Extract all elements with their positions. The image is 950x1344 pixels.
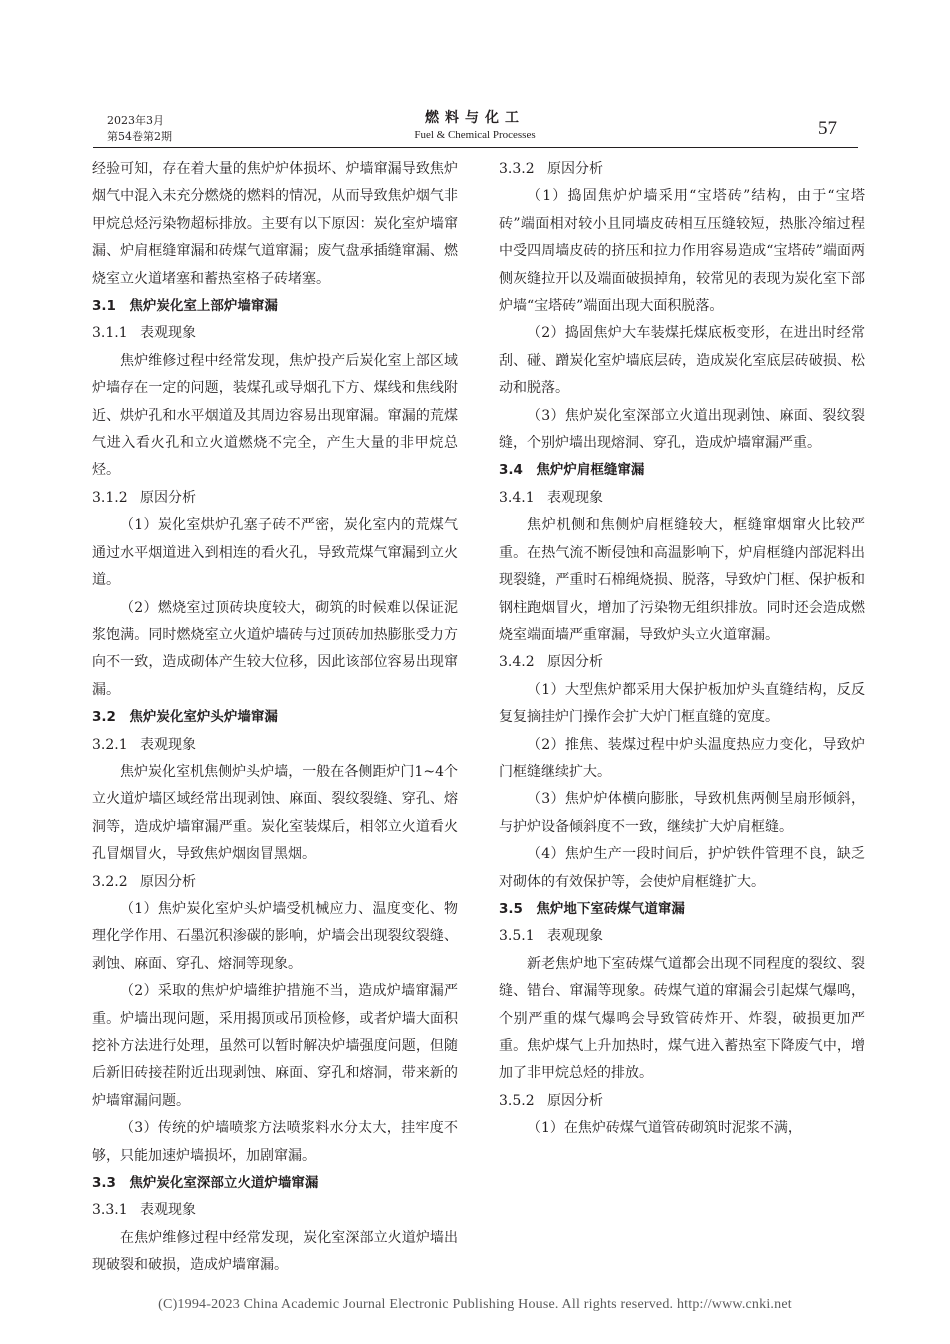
subsection-title: 原因分析 [140, 873, 196, 890]
subsection-title: 表观现象 [140, 736, 196, 753]
paragraph: 在焦炉维修过程中经常发现，炭化室深部立火道炉墙出现破裂和破损，造成炉墙窜漏。 [92, 1229, 458, 1274]
subsection-heading [92, 869, 458, 896]
subsection-title: 原因分析 [140, 489, 196, 506]
subsection-number: 3.2.1 [92, 736, 128, 753]
paragraph: （3）传统的炉墙喷浆方法喷浆料水分太大，挂牢度不够，只能加速炉墙损坏，加剧窜漏。 [92, 1120, 458, 1164]
subsection-number: 3.4.2 [499, 654, 535, 671]
paragraph: （1）大型焦炉都采用大保护板加炉头直缝结构，反反复复摘挂炉门操作会扩大炉门框直缝的宽度。 [499, 681, 865, 726]
section-heading: 3.2 焦炉炭化室炉头炉墙窜漏 [92, 709, 278, 726]
paragraph: （3）焦炉炭化室深部立火道出现剥蚀、麻面、裂纹裂缝，个别炉墙出现熔洞、穿孔，造成炉墙窜漏严重。 [499, 407, 865, 452]
section-heading: 3.5 焦炉地下室砖煤气道窜漏 [499, 900, 685, 917]
paragraph: 焦炉炭化室机焦侧炉头炉墙，一般在各侧距炉门1~4个立火道炉墙区域经常出现剥蚀、麻面、裂纹裂缝、穿孔、熔洞等，造成炉墙窜漏严重。炭化室装煤后，相邻立火道看火孔冒烟冒火，导致焦炉烟囱冒黑烟。 [92, 763, 458, 863]
journal-title-en: Fuel & Chemical Processes [414, 129, 536, 141]
paragraph: （2）燃烧室过顶砖块度较大，砌筑的时候难以保证泥浆饱满。同时燃烧室立火道炉墙砖与过顶砖加热膨胀受力方向不一致，造成砌体产生较大位移，因此该部位容易出现窜漏。 [92, 599, 458, 698]
subsection-title: 表观现象 [547, 928, 603, 945]
page-number: 57 [818, 118, 837, 139]
subsection-title: 表观现象 [140, 1202, 196, 1219]
journal-header [350, 108, 600, 143]
left-column [92, 156, 458, 1280]
paragraph: 新老焦炉地下室砖煤气道都会出现不同程度的裂纹、裂缝、错台、窜漏等现象。砖煤气道的窜漏会引起煤气爆鸣，个别严重的煤气爆鸣会导致管砖炸开、炸裂，破损更加严重。焦炉煤气上升加热时，煤气进入蓄热室下降废气中，增加了非甲烷总烃的排放。 [499, 955, 865, 1082]
journal-title-cn: 燃料与化工 [425, 110, 525, 126]
section-heading: 3.3 焦炉炭化室深部立火道炉墙窜漏 [92, 1175, 319, 1192]
subsection-title: 表观现象 [140, 325, 196, 342]
subsection-number: 3.4.1 [499, 489, 535, 506]
subsection-heading [499, 485, 865, 512]
subsection-heading [92, 1197, 458, 1224]
subsection-number: 3.1.1 [92, 325, 128, 342]
subsection-heading [499, 156, 865, 183]
subsection-number: 3.3.2 [499, 161, 535, 177]
subsection-heading [499, 923, 865, 950]
paragraph: （1）捣固焦炉炉墙采用“宝塔砖”结构，由于“宝塔砖”端面相对较小且同墙皮砖相互压缝较短，热胀冷缩过程中受四周墙皮砖的挤压和拉力作用容易造成“宝塔砖”端面两侧灰缝拉开以及端面破损掉角，较常见的表现为炭化室下部炉墙“宝塔砖”端面出现大面积脱落。 [499, 188, 865, 315]
paragraph: （2）捣固焦炉大车装煤托煤底板变形，在进出时经常刮、碰、蹭炭化室炉墙底层砖，造成炭化室底层砖破损、松动和脱落。 [499, 325, 865, 397]
copyright-footer: (C)1994-2023 China Academic Journal Electronic Publishing House. All rights reserved. http://www.cnki.net [158, 1297, 792, 1312]
paragraph: （3）焦炉炉体横向膨胀，导致机焦两侧呈扇形倾斜，与护炉设备倾斜度不一致，继续扩大炉肩框缝。 [499, 791, 865, 835]
paragraph: （2）采取的焦炉炉墙维护措施不当，造成炉墙窜漏严重。炉墙出现问题，采用揭顶或吊顶检修，或者炉墙大面积挖补方法进行处理，虽然可以暂时解决炉墙强度问题，但随后新旧砖接茬附近出现剥蚀、麻面、穿孔和熔洞，带来新的炉墙窜漏问题。 [92, 983, 458, 1109]
subsection-number: 3.1.2 [92, 489, 128, 506]
paragraph: （1）在焦炉砖煤气道管砖砌筑时泥浆不满， [527, 1120, 802, 1137]
paragraph: 经验可知，存在着大量的焦炉炉体损坏、炉墙窜漏导致焦炉烟气中混入未充分燃烧的燃料的情况，从而导致焦炉烟气非甲烷总烃污染物超标排放。主要有以下原因：炭化室炉墙窜漏、炉肩框缝窜漏和砖煤气道窜漏；废气盘承插缝窜漏、燃烧室立火道堵塞和蓄热室格子砖堵塞。 [92, 161, 458, 287]
issue-info [107, 113, 172, 145]
paragraph: （1）焦炉炭化室炉头炉墙受机械应力、温度变化、物理化学作用、石墨沉积渗碳的影响，炉墙会出现裂纹裂缝、剥蚀、麻面、穿孔、熔洞等现象。 [92, 900, 458, 972]
subsection-title: 原因分析 [547, 161, 603, 177]
subsection-number: 3.5.1 [499, 928, 535, 945]
issue-date: 2023年3月 [107, 114, 164, 127]
paragraph: 焦炉维修过程中经常发现，焦炉投产后炭化室上部区域炉墙存在一定的问题，装煤孔或导烟孔下方、煤线和焦线附近、烘炉孔和水平烟道及其周边容易出现窜漏。窜漏的荒煤气进入看火孔和立火道燃烧不完全，产生大量的非甲烷总烃。 [92, 352, 458, 479]
right-column [499, 156, 865, 1143]
subsection-number: 3.5.2 [499, 1092, 535, 1109]
paragraph: （4）焦炉生产一段时间后，护炉铁件管理不良，缺乏对砌体的有效保护等，会使炉肩框缝扩大。 [499, 846, 865, 890]
section-heading: 3.4 焦炉炉肩框缝窜漏 [499, 462, 645, 479]
paragraph: （2）推焦、装煤过程中炉头温度热应力变化，导致炉门框缝继续扩大。 [499, 736, 865, 780]
subsection-heading [92, 732, 458, 759]
subsection-heading [92, 485, 458, 512]
subsection-title: 原因分析 [547, 654, 603, 671]
subsection-heading [499, 649, 865, 676]
section-heading: 3.1 焦炉炭化室上部炉墙窜漏 [92, 298, 278, 315]
paragraph: 焦炉机侧和焦侧炉肩框缝较大，框缝窜烟窜火比较严重。在热气流不断侵蚀和高温影响下，炉肩框缝内部泥料出现裂缝，严重时石棉绳烧损、脱落，导致炉门框、保护板和钢柱跑烟冒火，增加了污染物无组织排放。同时还会造成燃烧室端面墙严重窜漏，导致炉头立火道窜漏。 [499, 517, 865, 643]
subsection-title: 表观现象 [547, 489, 603, 506]
header-rule [93, 147, 858, 148]
subsection-number: 3.3.1 [92, 1202, 128, 1219]
issue-volume: 第54卷第2期 [107, 130, 172, 143]
paragraph: （1）炭化室烘炉孔塞子砖不严密，炭化室内的荒煤气通过水平烟道进入到相连的看火孔，导致荒煤气窜漏到立火道。 [92, 517, 458, 589]
subsection-heading [499, 1088, 865, 1115]
subsection-number: 3.2.2 [92, 873, 128, 890]
subsection-heading [92, 320, 458, 347]
subsection-title: 原因分析 [547, 1092, 603, 1109]
